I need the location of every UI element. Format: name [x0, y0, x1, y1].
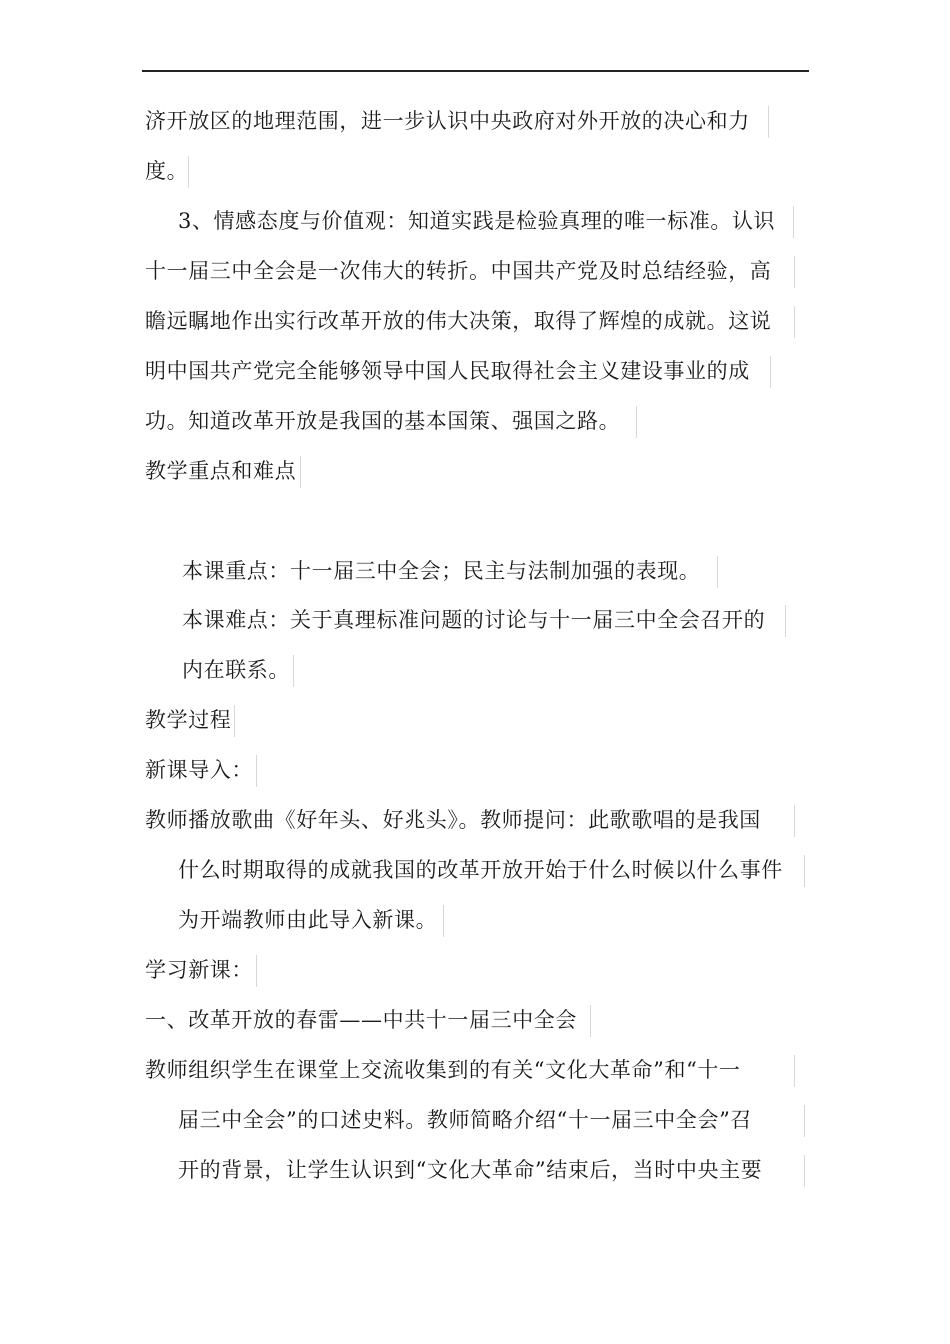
text-line: 教师播放歌曲《好年头、好兆头》。教师提问：此歌歌唱的是我国: [145, 805, 795, 837]
text-line: 开的背景，让学生认识到“文化大革命”结束后，当时中央主要: [178, 1155, 805, 1187]
text-line: 3、情感态度与价值观：知道实践是检验真理的唯一标准。认识: [178, 206, 794, 238]
header-rule: [142, 70, 809, 72]
text-line: 学习新课：: [145, 955, 257, 987]
text-line: 明中国共产党完全能够领导中国人民取得社会主义建设事业的成: [145, 356, 771, 388]
text-line: 本课重点：十一届三中全会；民主与法制加强的表现。: [182, 556, 718, 588]
text-line: 本课难点：关于真理标准问题的讨论与十一届三中全会召开的: [182, 605, 786, 637]
text-line: 届三中全会”的口述史料。教师简略介绍“十一届三中全会”召: [178, 1105, 805, 1137]
text-line: 济开放区的地理范围，进一步认识中央政府对外开放的决心和力: [145, 106, 769, 138]
section-heading: 教学过程: [145, 705, 235, 737]
text-line: 度。: [145, 156, 189, 188]
text-line: 内在联系。: [182, 655, 294, 687]
text-line: 教师组织学生在课堂上交流收集到的有关“文化大革命”和“十一: [145, 1055, 795, 1087]
text-line: 什么时期取得的成就我国的改革开放开始于什么时候以什么事件: [178, 855, 805, 887]
section-heading: 教学重点和难点: [145, 456, 301, 488]
text-line: 新课导入：: [145, 755, 257, 787]
text-line: 功。知道改革开放是我国的基本国策、强国之路。: [145, 406, 637, 438]
text-line: 十一届三中全会是一次伟大的转折。中国共产党及时总结经验，高: [145, 256, 795, 288]
section-heading: 一、改革开放的春雷——中共十一届三中全会: [145, 1005, 591, 1037]
text-line: 瞻远瞩地作出实行改革开放的伟大决策，取得了辉煌的成就。这说: [145, 306, 795, 338]
text-line: 为开端教师由此导入新课。: [178, 905, 444, 937]
